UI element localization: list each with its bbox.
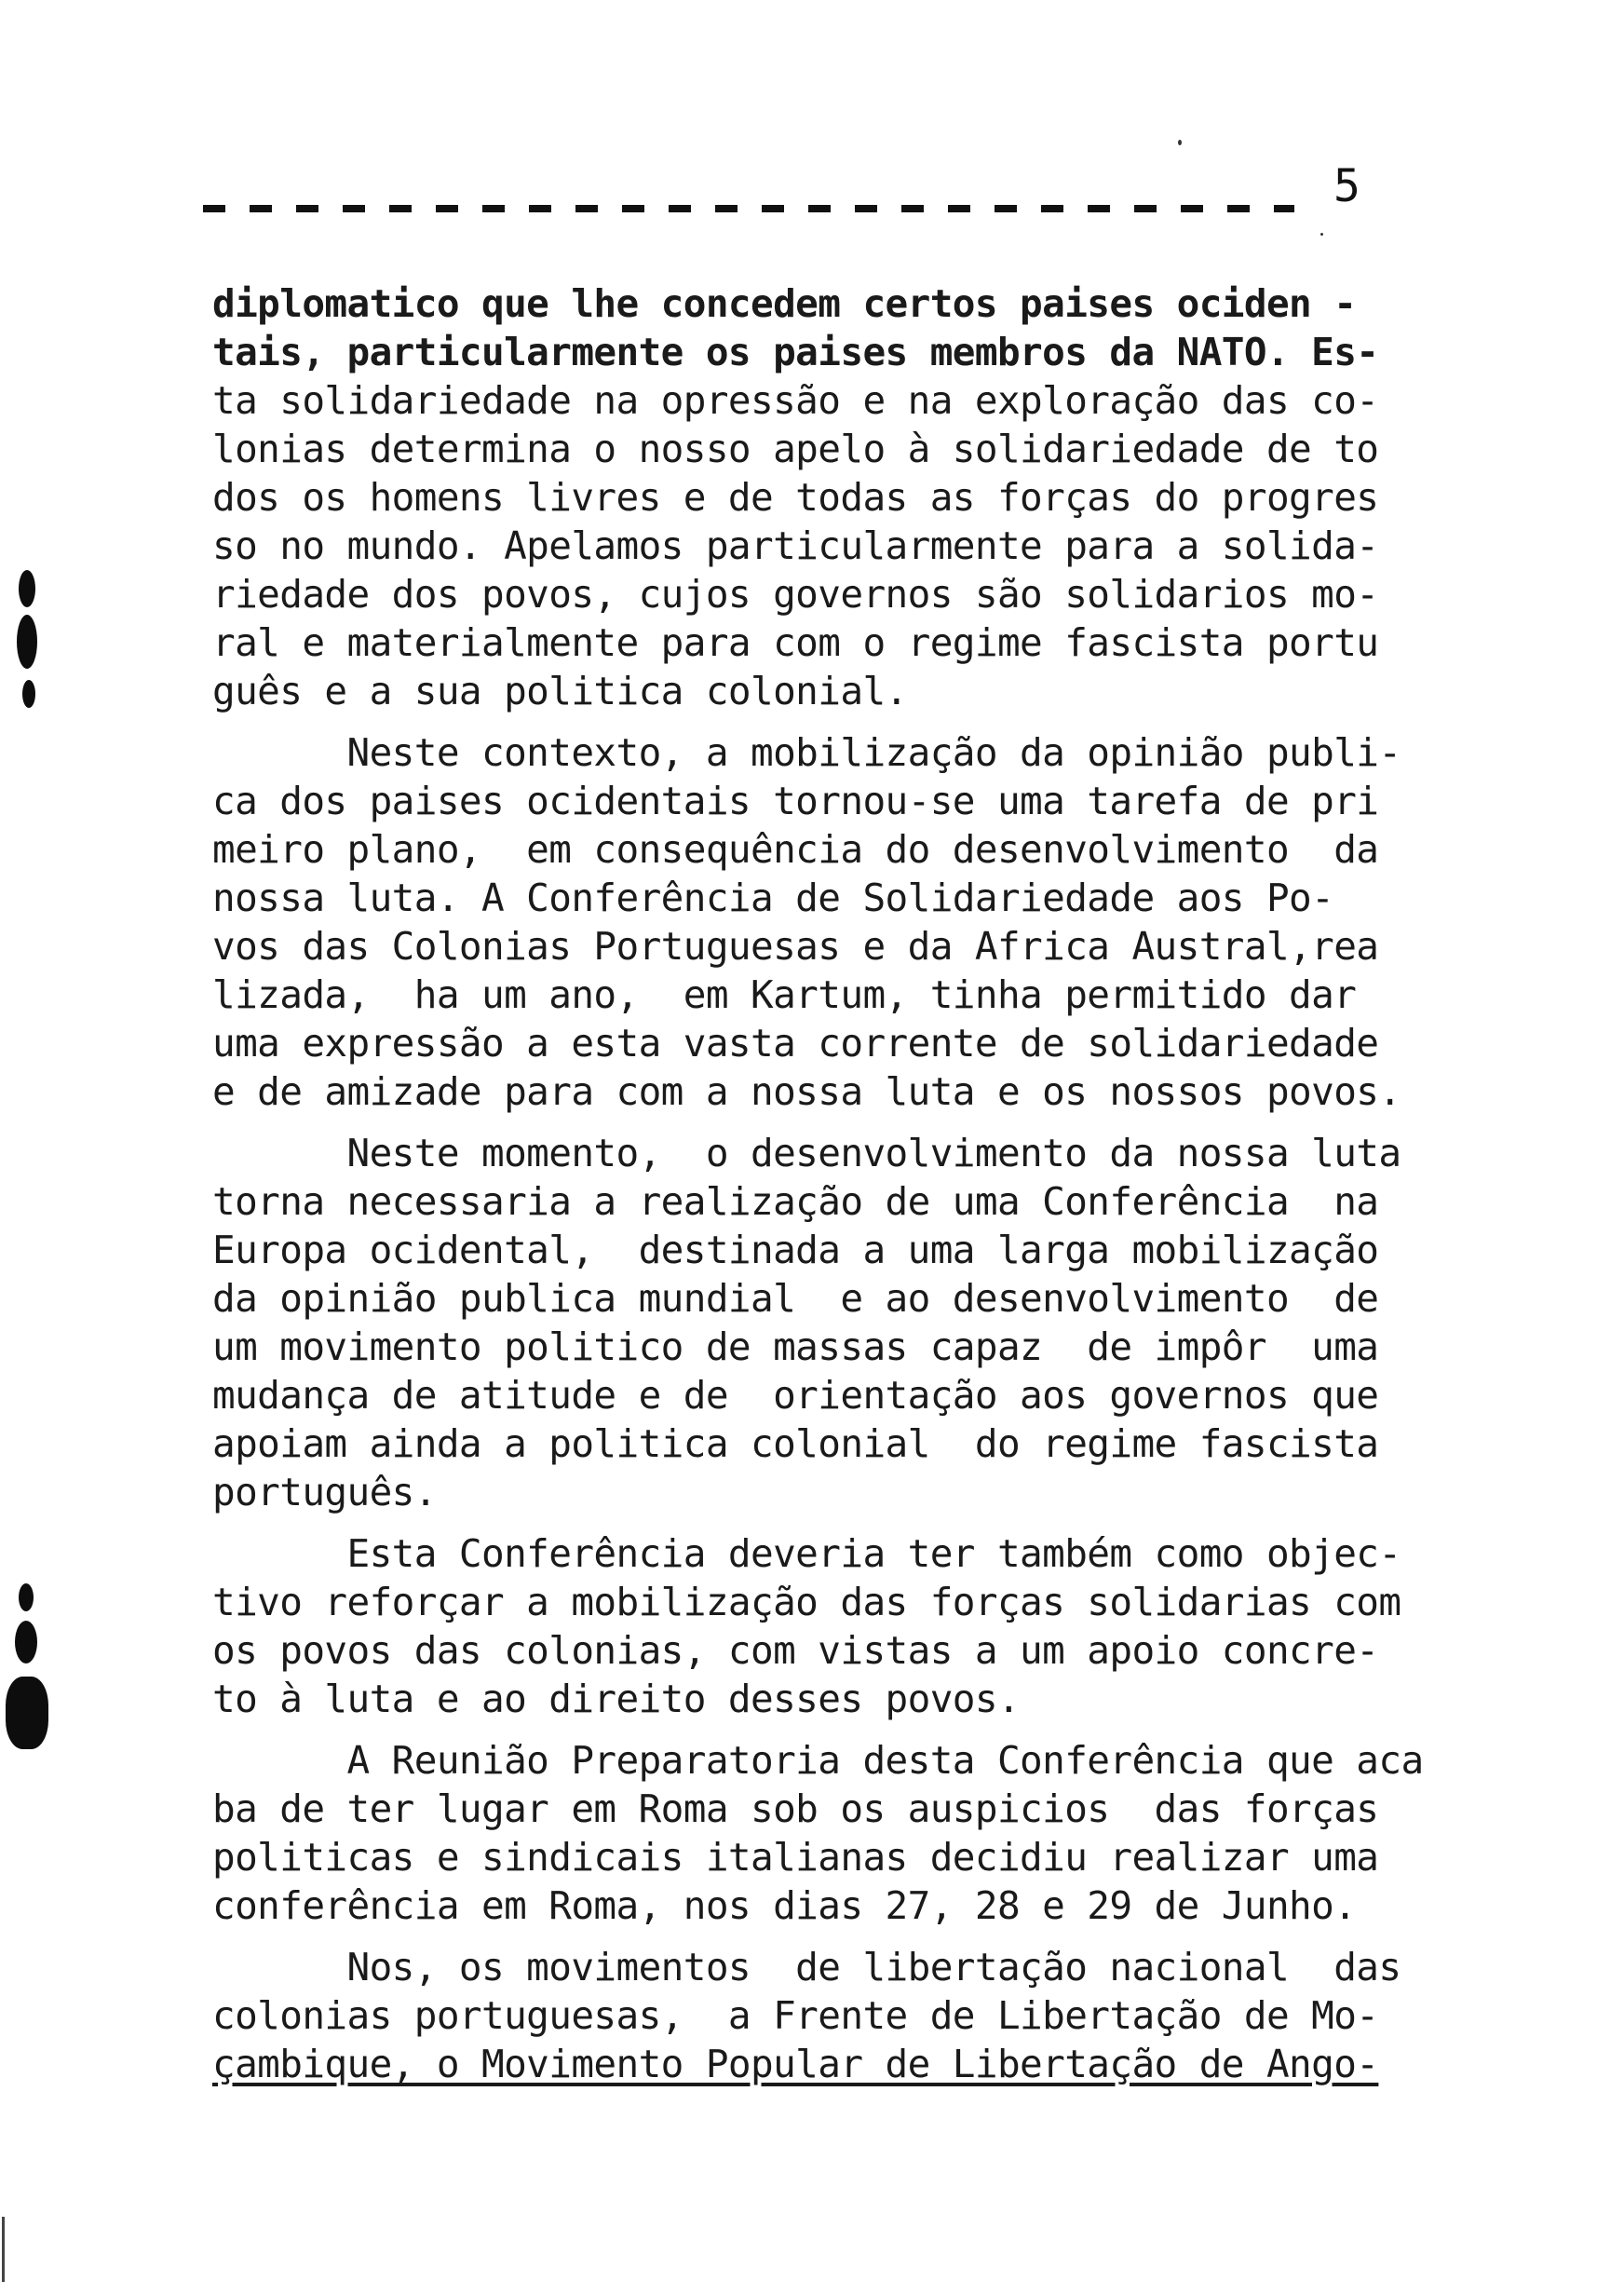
text-line: mudança de atitude e de orientação aos governos que: [212, 1373, 1379, 1418]
text-line: vos das Colonias Portuguesas e da Africa Austral,rea: [212, 924, 1379, 969]
paragraph: [212, 1736, 1424, 1930]
paragraph: [212, 1943, 1415, 2088]
text-line: dos os homens livres e de todas as forças do progres: [212, 475, 1379, 520]
text-line: guês e a sua politica colonial.: [212, 669, 908, 713]
dashed-header-rule: [203, 205, 1294, 212]
text-line: so no mundo. Apelamos particularmente para a solida-: [212, 523, 1379, 568]
text-line: diplomatico que lhe concedem certos paises ociden -: [212, 281, 1357, 326]
text-line: um movimento politico de massas capaz de impôr uma: [212, 1324, 1379, 1369]
text-line: meiro plano, em consequência do desenvolvimento da: [212, 827, 1379, 872]
text-line: politicas e sindicais italianas decidiu realizar uma: [212, 1835, 1379, 1880]
binding-hole-mark: [17, 615, 37, 669]
text-line: Esta Conferência deveria ter também como objec-: [212, 1531, 1401, 1576]
text-line: riedade dos povos, cujos governos são solidarios mo-: [212, 572, 1379, 617]
text-line: çambique, o Movimento Popular de Libertação de Ango-: [212, 2042, 1379, 2086]
text-line: e de amizade para com a nossa luta e os nossos povos.: [212, 1069, 1401, 1114]
binding-hole-mark: [19, 570, 35, 607]
binding-hole-mark: [6, 1677, 48, 1749]
text-line: ral e materialmente para com o regime fascista portu: [212, 620, 1379, 665]
page-number: 5: [1333, 160, 1360, 212]
text-line: nossa luta. A Conferência de Solidariedade aos Po-: [212, 876, 1334, 920]
document-body: [212, 279, 1424, 2088]
scan-speck: [1178, 140, 1182, 145]
paragraph: [212, 1529, 1415, 1723]
text-line: Nos, os movimentos de libertação nacional das: [212, 1945, 1401, 1989]
text-line: colonias portuguesas, a Frente de Libertação de Mo-: [212, 1993, 1379, 2038]
text-line: Neste momento, o desenvolvimento da nossa luta: [212, 1131, 1401, 1175]
scan-speck: [1320, 233, 1323, 236]
text-line: tivo reforçar a mobilização das forças solidarias com: [212, 1580, 1401, 1624]
text-line: apoiam ainda a politica colonial do regime fascista: [212, 1421, 1379, 1466]
scan-edge-mark: [2, 2217, 5, 2282]
text-line: to à luta e ao direito desses povos.: [212, 1677, 1021, 1721]
text-line: tais, particularmente os paises membros da NATO. Es-: [212, 330, 1379, 374]
binding-hole-mark: [22, 680, 35, 708]
text-line: ca dos paises ocidentais tornou-se uma tarefa de pri: [212, 779, 1379, 823]
text-line: ba de ter lugar em Roma sob os auspicios das forças: [212, 1786, 1379, 1831]
binding-hole-mark: [19, 1583, 34, 1611]
text-line: da opinião publica mundial e ao desenvolvimento de: [212, 1276, 1379, 1321]
text-line: Europa ocidental, destinada a uma larga mobilização: [212, 1228, 1379, 1272]
text-line: torna necessaria a realização de uma Conferência na: [212, 1179, 1379, 1224]
text-line: português.: [212, 1470, 437, 1514]
text-line: conferência em Roma, nos dias 27, 28 e 29 de Junho.: [212, 1883, 1357, 1928]
paragraph: [212, 1129, 1415, 1516]
text-line: lonias determina o nosso apelo à solidariedade de to: [212, 427, 1379, 471]
paragraph: [212, 279, 1415, 715]
text-line: uma expressão a esta vasta corrente de solidariedade: [212, 1021, 1379, 1066]
paragraph: [212, 728, 1415, 1116]
text-line: os povos das colonias, com vistas a um apoio concre-: [212, 1628, 1379, 1673]
text-line: A Reunião Preparatoria desta Conferência que aca: [212, 1738, 1424, 1783]
text-line: ta solidariedade na opressão e na exploração das co-: [212, 378, 1379, 423]
text-line: Neste contexto, a mobilização da opinião publi-: [212, 730, 1401, 775]
text-line: lizada, ha um ano, em Kartum, tinha permitido dar: [212, 972, 1357, 1017]
binding-hole-mark: [15, 1621, 37, 1664]
